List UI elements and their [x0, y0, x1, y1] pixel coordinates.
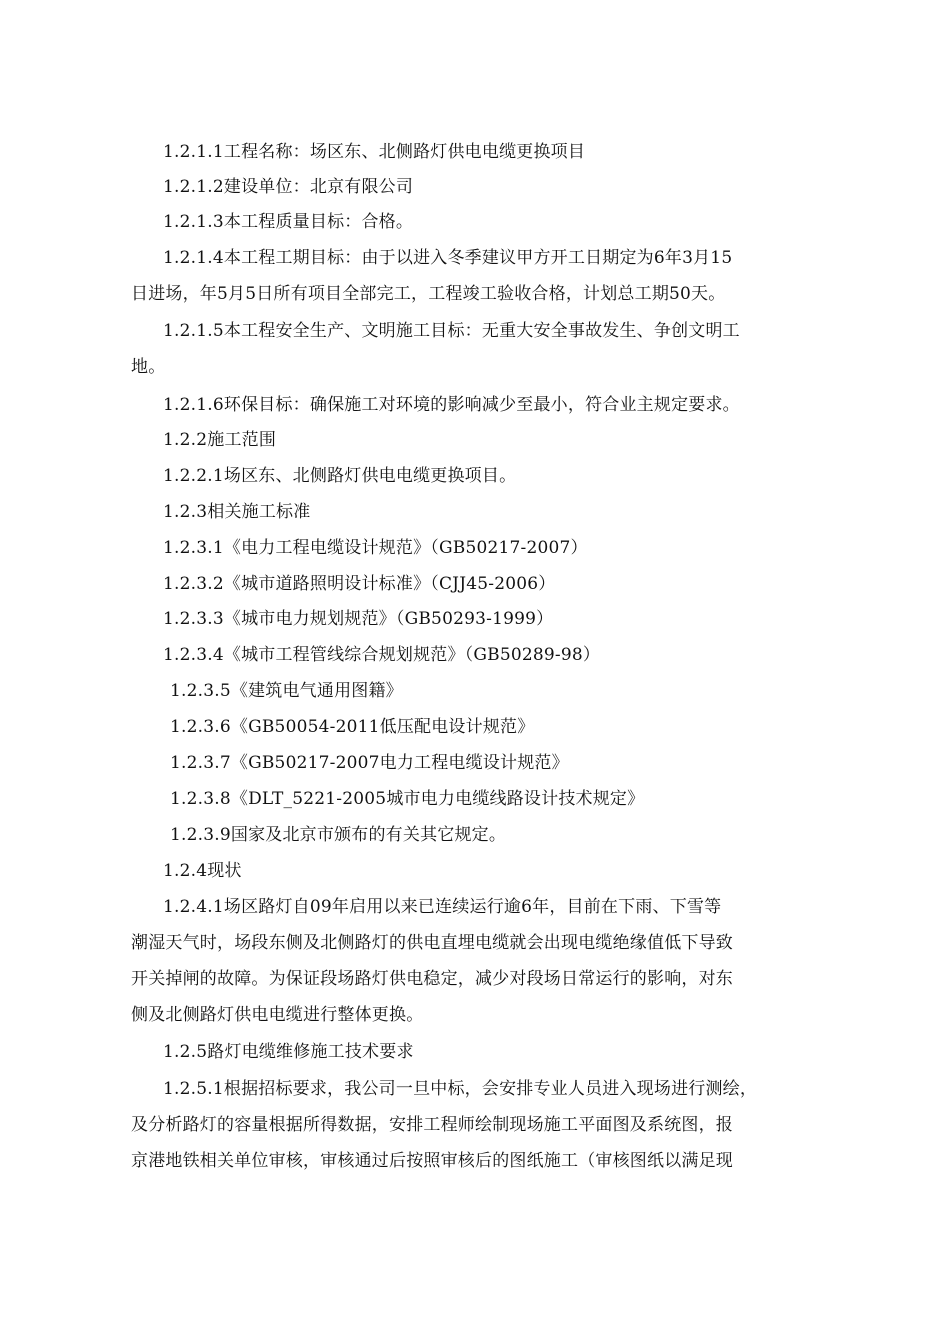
text-line-status-2: 潮湿天气时，场段东侧及北侧路灯的供电直埋电缆就会出现电缆绝缘值低下导致: [131, 933, 733, 953]
text-line-schedule-goal: 1.2.1.4本工程工期目标：由于以进入冬季建议甲方开工日期定为6年3月15: [163, 248, 733, 268]
text-line-standard-3: 1.2.3.3《城市电力规划规范》（GB50293-1999）: [163, 609, 554, 629]
text-line-standard-5: 1.2.3.5《建筑电气通用图籍》: [170, 681, 403, 701]
section-heading-scope: 1.2.2施工范围: [163, 430, 277, 450]
text-line-standard-6: 1.2.3.6《GB50054-2011低压配电设计规范》: [170, 717, 535, 737]
text-line-standard-7: 1.2.3.7《GB50217-2007电力工程电缆设计规范》: [170, 753, 569, 773]
text-line-schedule-goal-cont: 日进场，年5月5日所有项目全部完工，工程竣工验收合格，计划总工期50天。: [131, 284, 726, 304]
text-line-standard-1: 1.2.3.1《电力工程电缆设计规范》（GB50217-2007）: [163, 538, 588, 558]
text-line-status-4: 侧及北侧路灯供电电缆进行整体更换。: [131, 1005, 424, 1025]
text-line-safety-goal: 1.2.1.5本工程安全生产、文明施工目标：无重大安全事故发生、争创文明工: [163, 321, 740, 341]
section-heading-technical-requirements: 1.2.5路灯电缆维修施工技术要求: [163, 1042, 414, 1062]
section-heading-status: 1.2.4现状: [163, 861, 242, 881]
text-line-project-name: 1.2.1.1工程名称：场区东、北侧路灯供电电缆更换项目: [163, 142, 586, 162]
section-heading-standards: 1.2.3相关施工标准: [163, 502, 311, 522]
text-line-construction-unit: 1.2.1.2建设单位：北京有限公司: [163, 177, 414, 197]
text-line-requirements-1: 1.2.5.1根据招标要求，我公司一旦中标，会安排专业人员进入现场进行测绘，: [163, 1079, 758, 1099]
text-line-standard-8: 1.2.3.8《DLT_5221-2005城市电力电缆线路设计技术规定》: [170, 789, 645, 809]
text-line-standard-2: 1.2.3.2《城市道路照明设计标准》（CJJ45-2006）: [163, 574, 556, 594]
text-line-environment-goal: 1.2.1.6环保目标：确保施工对环境的影响减少至最小，符合业主规定要求。: [163, 395, 740, 415]
text-line-requirements-2: 及分析路灯的容量根据所得数据，安排工程师绘制现场施工平面图及系统图，报: [131, 1115, 733, 1135]
text-line-scope-item: 1.2.2.1场区东、北侧路灯供电电缆更换项目。: [163, 466, 517, 486]
text-line-requirements-3: 京港地铁相关单位审核，审核通过后按照审核后的图纸施工（审核图纸以满足现: [131, 1151, 733, 1171]
text-line-standard-4: 1.2.3.4《城市工程管线综合规划规范》（GB50289-98）: [163, 645, 601, 665]
text-line-standard-9: 1.2.3.9国家及北京市颁布的有关其它规定。: [170, 825, 507, 845]
text-line-safety-goal-cont: 地。: [131, 357, 166, 377]
text-line-quality-goal: 1.2.1.3本工程质量目标：合格。: [163, 212, 414, 232]
text-line-status-3: 开关掉闸的故障。为保证段场路灯供电稳定，减少对段场日常运行的影响，对东: [131, 969, 733, 989]
text-line-status-1: 1.2.4.1场区路灯自09年启用以来已连续运行逾6年，目前在下雨、下雪等: [163, 897, 722, 917]
